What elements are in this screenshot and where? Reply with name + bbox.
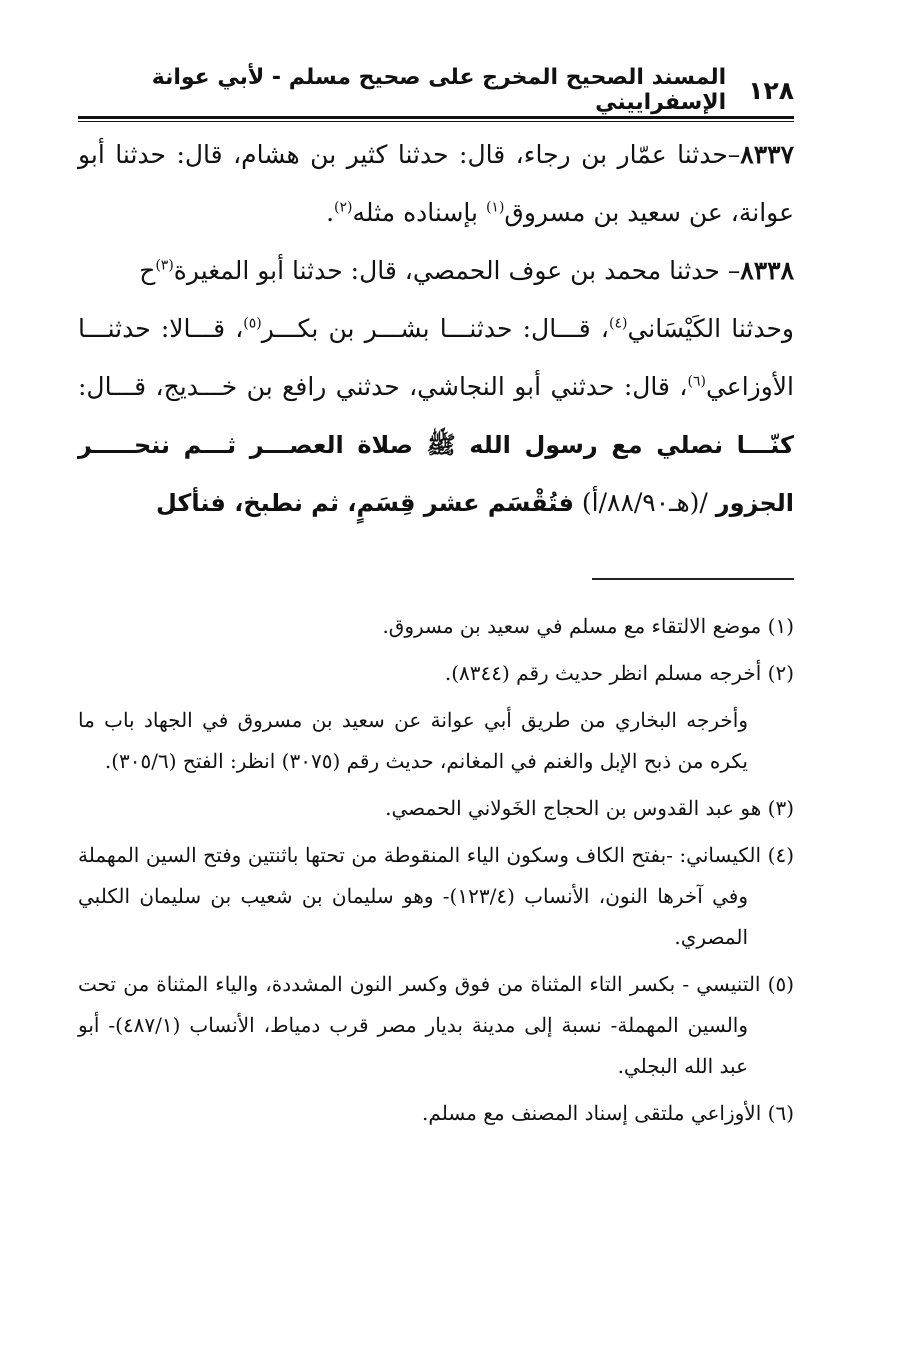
footnote-text: وأخرجه البخاري من طريق أبي عوانة عن سعيد بن مسروق في الجهاد باب ما يكره من ذبح الإبل والغنم في المغانم، حديث رقم (٣٠٧٥) انظر: الفتح (٣٠٥/٦). [78,708,748,773]
footnote-5 [78,964,794,1087]
hadith-text: ، قال: حدثني أبو النجاشي، حدثني رافع بن خـــديج، قـــال: [78,372,688,401]
footnote-ref[interactable]: (٢) [334,199,353,216]
footnote-4 [78,835,794,958]
footnote-2-continuation [78,700,794,782]
hadith-text: ، قـــالا: حدثنـــا الأوزاعي [78,314,794,401]
hadith-text: بإسناده مثله [352,198,486,227]
hadith-8337 [78,126,794,242]
footnote-label: (٣) [767,796,794,820]
footnote-ref[interactable]: (٦) [687,373,706,390]
hadith-number: ٨٣٣٨ [740,256,794,285]
footnote-3 [78,788,794,829]
footnote-label: (٢) [767,661,794,685]
footnote-ref[interactable]: (٤) [608,315,628,332]
footnote-ref[interactable]: (١) [485,199,505,216]
footnote-label: (٦) [767,1101,794,1125]
footnote-label: (٤) [767,843,794,867]
hadith-text: –حدثنا عمّار بن رجاء، قال: حدثنا كثير بن هشام، قال: حدثنا أبو عوانة، عن سعيد بن مسروق [78,140,794,227]
footnote-text: التنيسي - بكسر التاء المثناة من فوق وكسر النون المشددة، والياء المثناة من تحت والسين المهملة- نسبة إلى مدينة بديار مصر قرب دمياط، الأنساب (٤٨٧/١)- أبو عبد الله البجلي. [78,972,761,1078]
footnote-1 [78,606,794,647]
footnote-text: هو عبد القدوس بن الحجاج الخَولاني الحمصي. [385,796,762,820]
footnote-text: الأوزاعي ملتقى إسناد المصنف مع مسلم. [422,1101,762,1125]
footnote-label: (١) [767,614,794,638]
footnote-ref[interactable]: (٣) [155,257,174,274]
hadith-text: وحدثنا الكَيْسَاني [627,314,794,343]
page-number: ١٢٨ [748,75,794,105]
footnote-text: الكيساني: -بفتح الكاف وسكون الياء المنقوطة من تحتها باثنتين وفتح السين المهملة وفي آخرها النون، الأنساب (١٢٣/٤)- وهو سليمان بن شعيب بن سليمان الكلبي المصري. [78,843,762,949]
running-header [78,65,794,115]
footnote-6 [78,1093,794,1134]
hadith-text: ، قـــال: حدثنـــا بشـــر بن بكـــر [261,314,609,343]
hadith-number: ٨٣٣٧ [740,140,794,169]
footnote-text: موضع الالتقاء مع مسلم في سعيد بن مسروق. [382,614,762,638]
footnote-label: (٥) [767,972,795,996]
hadith-text: ح [139,256,156,285]
hadith-text: . [326,198,335,227]
footnote-2 [78,653,794,694]
header-rule [78,116,794,119]
hadith-matn: فتُقْسَم عشر قِسَمٍ، ثم نطبخ، فنأكل [155,489,574,517]
running-title: المسند الصحيح المخرج على صحيح مسلم - لأبي عوانة الإسفراييني [151,65,727,115]
main-text [78,126,794,532]
header-rule-thin [78,121,794,122]
manuscript-ref: /(هـ٨٨/٩٠/أ) [573,488,716,517]
hadith-text: – حدثنا محمد بن عوف الحمصي، قال: حدثنا أبو المغيرة [173,256,741,285]
footnote-ref[interactable]: (٥) [243,315,262,332]
footnote-text: أخرجه مسلم انظر حديث رقم (٨٣٤٤). [444,661,762,685]
footnote-separator [592,578,794,580]
hadith-8338 [78,242,794,532]
footnotes [78,606,794,1140]
hadith-matn: كنّـــا نصلي مع رسول الله ﷺ صلاة العصـــر ثـــم ننحـــــر الجزور [78,431,794,517]
